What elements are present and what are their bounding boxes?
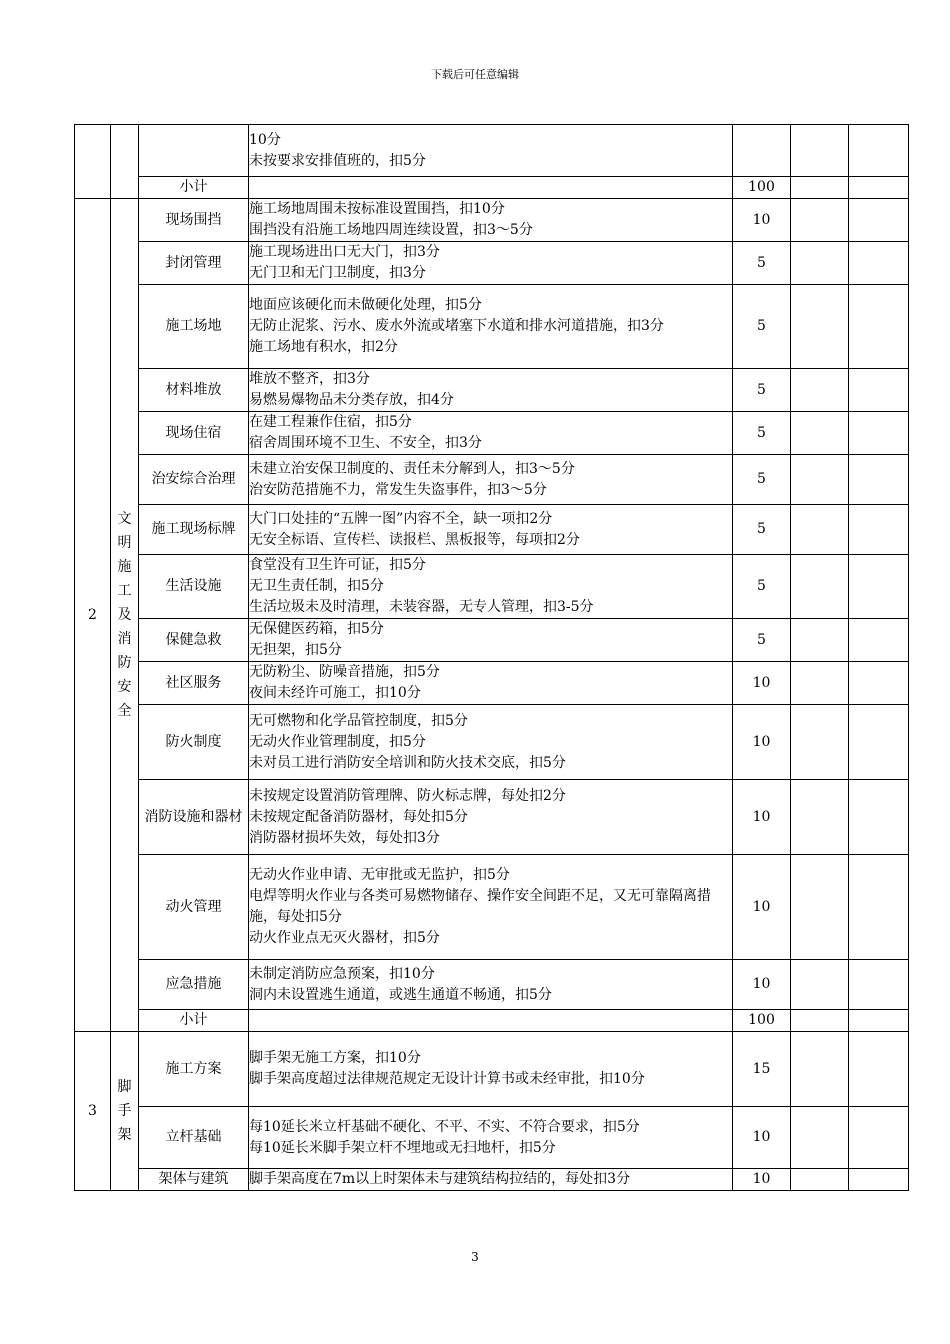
criteria-line: 食堂没有卫生许可证，扣5分: [249, 557, 426, 573]
actual-score-cell: [849, 285, 909, 369]
table-row: [75, 780, 909, 855]
check-item: 保健急救: [139, 619, 249, 662]
deduction-criteria: [249, 662, 733, 705]
actual-score-cell: [849, 855, 909, 960]
deducted-cell: [791, 780, 849, 855]
deducted-cell: [791, 619, 849, 662]
criteria-line: 施工现场进出口无大门，扣3分: [249, 244, 440, 260]
deduction-criteria: [249, 1169, 733, 1191]
table-row: [75, 199, 909, 242]
actual-score-cell: [849, 369, 909, 412]
criteria-line: 动火作业点无灭火器材，扣5分: [249, 930, 440, 946]
actual-score-cell: [849, 1107, 909, 1169]
criteria-line: 未建立治安保卫制度的、责任未分解到人，扣3～5分: [249, 460, 575, 477]
score-cell: 5: [733, 555, 791, 619]
actual-score-cell: [849, 1032, 909, 1107]
section-category: [111, 1032, 139, 1191]
page-number: 3: [471, 1250, 479, 1264]
criteria-line: 施工场地有积水，扣2分: [249, 339, 398, 355]
criteria-line: 未按规定设置消防管理牌、防火标志牌，每处扣2分: [249, 787, 566, 804]
subtotal-score: 100: [733, 177, 791, 199]
section-category: [111, 199, 139, 1032]
criteria-line: 围挡没有沿施工场地四周连续设置，扣3～5分: [249, 222, 533, 238]
actual-score-cell: [849, 1169, 909, 1191]
actual-score-cell: [849, 555, 909, 619]
criteria-line: 堆放不整齐，扣3分: [249, 371, 370, 387]
category-label: 文明施工及消防安全: [117, 511, 132, 719]
actual-score-cell: [849, 1010, 909, 1032]
section-number: [75, 125, 111, 199]
table-row: [75, 285, 909, 369]
actual-score-cell: [849, 412, 909, 455]
deducted-cell: [791, 199, 849, 242]
actual-score-cell: [849, 780, 909, 855]
check-item: 材料堆放: [139, 369, 249, 412]
check-item: 封闭管理: [139, 242, 249, 285]
check-item: 生活设施: [139, 555, 249, 619]
deducted-cell: [791, 1107, 849, 1169]
criteria-line: 生活垃圾未及时清理，未装容器，无专人管理，扣3-5分: [249, 599, 594, 615]
actual-score-cell: [849, 505, 909, 555]
deduction-criteria: [249, 960, 733, 1010]
actual-score-cell: [849, 960, 909, 1010]
deduction-criteria: [249, 412, 733, 455]
score-cell: 10: [733, 1107, 791, 1169]
criteria-line: 无可燃物和化学品管控制度，扣5分: [249, 712, 468, 729]
deduction-criteria: [249, 1107, 733, 1169]
check-item: 消防设施和器材: [139, 780, 249, 855]
table-row: [75, 662, 909, 705]
check-item: 现场围挡: [139, 199, 249, 242]
deducted-cell: [791, 662, 849, 705]
check-item: 应急措施: [139, 960, 249, 1010]
score-cell: 10: [733, 780, 791, 855]
deducted-cell: [791, 242, 849, 285]
score-cell: 5: [733, 505, 791, 555]
criteria-line: 电焊等明火作业与各类可易燃物储存、操作安全间距不足，又无可靠隔离措施，每处扣5分: [249, 888, 711, 925]
score-cell: 10: [733, 1169, 791, 1191]
deducted-cell: [791, 125, 849, 177]
check-item: 动火管理: [139, 855, 249, 960]
table-row: [75, 1169, 909, 1191]
table-row: [75, 125, 909, 177]
deduction-criteria: [249, 285, 733, 369]
table-row: [75, 455, 909, 505]
check-item: 社区服务: [139, 662, 249, 705]
check-item: 立杆基础: [139, 1107, 249, 1169]
deduction-criteria: [249, 125, 733, 177]
actual-score-cell: [849, 125, 909, 177]
criteria-line: 无卫生责任制，扣5分: [249, 578, 384, 594]
criteria-line: 未对员工进行消防安全培训和防火技术交底，扣5分: [249, 754, 566, 771]
actual-score-cell: [849, 662, 909, 705]
table-row: [75, 555, 909, 619]
criteria-line: 未制定消防应急预案，扣10分: [249, 965, 435, 982]
deduction-criteria: [249, 199, 733, 242]
actual-score-cell: [849, 705, 909, 780]
check-item: [139, 125, 249, 177]
criteria-line: 无安全标语、宣传栏、读报栏、黑板报等，每项扣2分: [249, 531, 580, 548]
criteria-line: 每10延长米脚手架立杆不埋地或无扫地杆，扣5分: [249, 1139, 556, 1156]
deducted-cell: [791, 1169, 849, 1191]
category-label: 脚手架: [117, 1079, 132, 1143]
deduction-criteria: [249, 855, 733, 960]
criteria-line: 无动火作业申请、无审批或无监护，扣5分: [249, 867, 510, 883]
deducted-cell: [791, 177, 849, 199]
deduction-criteria: [249, 555, 733, 619]
subtotal-row: [75, 1010, 909, 1032]
subtotal-score: 100: [733, 1010, 791, 1032]
criteria-line: 10分: [249, 131, 281, 148]
score-cell: 5: [733, 285, 791, 369]
deducted-cell: [791, 705, 849, 780]
criteria-line: 地面应该硬化而未做硬化处理，扣5分: [249, 297, 482, 313]
deduction-criteria: [249, 242, 733, 285]
check-item: 施工现场标牌: [139, 505, 249, 555]
subtotal-label: 小计: [139, 1010, 249, 1032]
deduction-criteria: [249, 369, 733, 412]
section-number: 3: [75, 1032, 111, 1191]
score-cell: 10: [733, 662, 791, 705]
section-number: 2: [75, 199, 111, 1032]
deducted-cell: [791, 412, 849, 455]
deducted-cell: [791, 455, 849, 505]
deducted-cell: [791, 369, 849, 412]
deducted-cell: [791, 1032, 849, 1107]
inspection-table: [74, 124, 909, 1191]
deduction-criteria: [249, 505, 733, 555]
table-row: [75, 369, 909, 412]
score-cell: 15: [733, 1032, 791, 1107]
deducted-cell: [791, 960, 849, 1010]
score-cell: 5: [733, 619, 791, 662]
score-cell: 5: [733, 412, 791, 455]
table-row: [75, 1032, 909, 1107]
deducted-cell: [791, 1010, 849, 1032]
table-row: [75, 705, 909, 780]
criteria-line: 施工场地周围未按标准设置围挡，扣10分: [249, 201, 505, 217]
check-item: 施工方案: [139, 1032, 249, 1107]
deducted-cell: [791, 285, 849, 369]
criteria-line: 消防器材损坏失效，每处扣3分: [249, 829, 440, 846]
score-cell: 10: [733, 960, 791, 1010]
section-category: [111, 125, 139, 199]
deduction-criteria: [249, 780, 733, 855]
subtotal-row: [75, 177, 909, 199]
score-cell: [733, 125, 791, 177]
score-cell: 10: [733, 199, 791, 242]
criteria-line: 夜间未经许可施工，扣10分: [249, 685, 421, 701]
deduction-criteria: [249, 455, 733, 505]
criteria-line: 无保健医药箱，扣5分: [249, 621, 384, 637]
criteria-line: 脚手架无施工方案，扣10分: [249, 1050, 421, 1066]
table-row: [75, 619, 909, 662]
criteria-line: 无担架，扣5分: [249, 642, 342, 658]
check-item: 施工场地: [139, 285, 249, 369]
table-row: [75, 242, 909, 285]
criteria-line: 大门口处挂的“五牌一图”内容不全，缺一项扣2分: [249, 510, 553, 527]
criteria-line: 未按规定配备消防器材，每处扣5分: [249, 808, 468, 825]
criteria-line: 在建工程兼作住宿，扣5分: [249, 414, 412, 430]
deduction-criteria: [249, 705, 733, 780]
criteria-line: 未按要求安排值班的，扣5分: [249, 152, 426, 169]
actual-score-cell: [849, 242, 909, 285]
actual-score-cell: [849, 177, 909, 199]
deducted-cell: [791, 505, 849, 555]
check-item: 架体与建筑: [139, 1169, 249, 1191]
deducted-cell: [791, 855, 849, 960]
subtotal-blank: [249, 177, 733, 199]
deducted-cell: [791, 555, 849, 619]
deduction-criteria: [249, 1032, 733, 1107]
actual-score-cell: [849, 455, 909, 505]
criteria-line: 洞内未设置逃生通道，或逃生通道不畅通，扣5分: [249, 986, 552, 1003]
score-cell: 5: [733, 455, 791, 505]
criteria-line: 宿舍周围环境不卫生、不安全，扣3分: [249, 435, 482, 451]
check-item: 防火制度: [139, 705, 249, 780]
subtotal-label: 小计: [139, 177, 249, 199]
table-row: [75, 960, 909, 1010]
criteria-line: 脚手架高度在7m以上时架体未与建筑结构拉结的，每处扣3分: [249, 1171, 631, 1187]
criteria-line: 每10延长米立杆基础不硬化、不平、不实、不符合要求，扣5分: [249, 1118, 640, 1135]
actual-score-cell: [849, 199, 909, 242]
subtotal-blank: [249, 1010, 733, 1032]
criteria-line: 易燃易爆物品未分类存放，扣4分: [249, 392, 454, 408]
criteria-line: 无动火作业管理制度，扣5分: [249, 733, 426, 750]
criteria-line: 无防粉尘、防噪音措施，扣5分: [249, 664, 440, 680]
table-row: [75, 855, 909, 960]
check-item: 治安综合治理: [139, 455, 249, 505]
criteria-line: 脚手架高度超过法律规范规定无设计计算书或未经审批，扣10分: [249, 1071, 645, 1087]
table-row: [75, 505, 909, 555]
table-row: [75, 412, 909, 455]
table-row: [75, 1107, 909, 1169]
criteria-line: 无门卫和无门卫制度，扣3分: [249, 265, 426, 281]
criteria-line: 无防止泥浆、污水、废水外流或堵塞下水道和排水河道措施，扣3分: [249, 318, 664, 334]
deduction-criteria: [249, 619, 733, 662]
page-header: 下载后可任意编辑: [431, 68, 519, 81]
actual-score-cell: [849, 619, 909, 662]
criteria-line: 治安防范措施不力，常发生失盗事件，扣3～5分: [249, 481, 547, 498]
score-cell: 10: [733, 855, 791, 960]
check-item: 现场住宿: [139, 412, 249, 455]
score-cell: 5: [733, 242, 791, 285]
score-cell: 5: [733, 369, 791, 412]
score-cell: 10: [733, 705, 791, 780]
